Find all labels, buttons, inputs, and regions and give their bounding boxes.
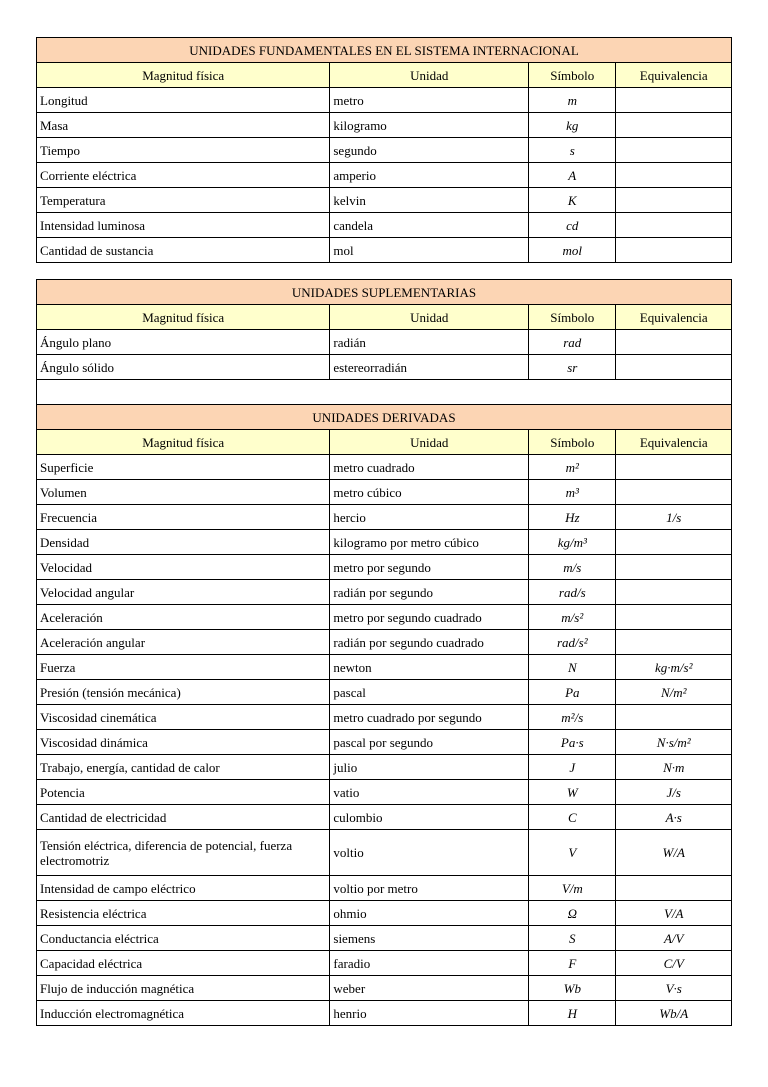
unidad-cell: vatio — [330, 780, 529, 805]
magnitud-cell: Velocidad angular — [37, 580, 330, 605]
simbolo-cell: V — [529, 830, 616, 876]
simbolo-cell: kg/m³ — [529, 530, 616, 555]
unidad-cell: metro — [330, 88, 529, 113]
table-row — [37, 926, 732, 951]
magnitud-cell: Masa — [37, 113, 330, 138]
table-row — [37, 113, 732, 138]
header-equivalencia: Equivalencia — [616, 63, 732, 88]
unidad-cell: voltio — [330, 830, 529, 876]
simbolo-cell: m — [529, 88, 616, 113]
unidad-cell: segundo — [330, 138, 529, 163]
unidad-cell: newton — [330, 655, 529, 680]
table-row — [37, 480, 732, 505]
table-row — [37, 238, 732, 263]
equivalencia-cell: kg·m/s² — [616, 655, 732, 680]
unidad-cell: radián — [330, 330, 529, 355]
magnitud-cell: Tiempo — [37, 138, 330, 163]
equivalencia-cell — [616, 355, 732, 380]
equivalencia-cell: V/A — [616, 901, 732, 926]
unidad-cell: faradio — [330, 951, 529, 976]
header-simbolo: Símbolo — [529, 63, 616, 88]
equivalencia-cell: Wb/A — [616, 1001, 732, 1026]
equivalencia-cell — [616, 480, 732, 505]
magnitud-cell: Volumen — [37, 480, 330, 505]
table-row — [37, 780, 732, 805]
unidad-cell: hercio — [330, 505, 529, 530]
unidad-cell: weber — [330, 976, 529, 1001]
table-row — [37, 805, 732, 830]
table-row — [37, 876, 732, 901]
unidad-cell: amperio — [330, 163, 529, 188]
table-row — [37, 705, 732, 730]
magnitud-cell: Tensión eléctrica, diferencia de potencial, fuerza electromotriz — [37, 830, 330, 876]
unidad-cell: voltio por metro — [330, 876, 529, 901]
table-row — [37, 951, 732, 976]
unidad-cell: kelvin — [330, 188, 529, 213]
magnitud-cell: Presión (tensión mecánica) — [37, 680, 330, 705]
magnitud-cell: Viscosidad dinámica — [37, 730, 330, 755]
magnitud-cell: Intensidad luminosa — [37, 213, 330, 238]
simbolo-cell: Pa·s — [529, 730, 616, 755]
header-equivalencia: Equivalencia — [616, 430, 732, 455]
simbolo-cell: J — [529, 755, 616, 780]
header-magnitud: Magnitud física — [37, 430, 330, 455]
equivalencia-cell: A/V — [616, 926, 732, 951]
magnitud-cell: Ángulo sólido — [37, 355, 330, 380]
equivalencia-cell — [616, 530, 732, 555]
equivalencia-cell: N·s/m² — [616, 730, 732, 755]
header-unidad: Unidad — [330, 63, 529, 88]
simbolo-cell: Pa — [529, 680, 616, 705]
header-magnitud: Magnitud física — [37, 63, 330, 88]
equivalencia-cell: N/m² — [616, 680, 732, 705]
table-row — [37, 355, 732, 380]
simbolo-cell: rad/s — [529, 580, 616, 605]
simbolo-cell: A — [529, 163, 616, 188]
spacer-row — [37, 380, 732, 405]
header-unidad: Unidad — [330, 305, 529, 330]
simbolo-cell: m²/s — [529, 705, 616, 730]
table-row — [37, 555, 732, 580]
table-row — [37, 605, 732, 630]
equivalencia-cell — [616, 138, 732, 163]
table-row — [37, 1001, 732, 1026]
table-row — [37, 976, 732, 1001]
table-row — [37, 88, 732, 113]
unidad-cell: candela — [330, 213, 529, 238]
equivalencia-cell — [616, 88, 732, 113]
equivalencia-cell: V·s — [616, 976, 732, 1001]
simbolo-cell: cd — [529, 213, 616, 238]
equivalencia-cell: W/A — [616, 830, 732, 876]
magnitud-cell: Cantidad de sustancia — [37, 238, 330, 263]
magnitud-cell: Longitud — [37, 88, 330, 113]
simbolo-cell: sr — [529, 355, 616, 380]
magnitud-cell: Fuerza — [37, 655, 330, 680]
table-row — [37, 755, 732, 780]
table-row — [37, 580, 732, 605]
equivalencia-cell — [616, 238, 732, 263]
header-unidad: Unidad — [330, 430, 529, 455]
table-row — [37, 505, 732, 530]
equivalencia-cell — [616, 188, 732, 213]
table-row — [37, 655, 732, 680]
unidad-cell: pascal por segundo — [330, 730, 529, 755]
magnitud-cell: Ángulo plano — [37, 330, 330, 355]
header-equivalencia: Equivalencia — [616, 305, 732, 330]
table-row — [37, 630, 732, 655]
equivalencia-cell: N·m — [616, 755, 732, 780]
equivalencia-cell — [616, 605, 732, 630]
equivalencia-cell: A·s — [616, 805, 732, 830]
simbolo-cell: rad/s² — [529, 630, 616, 655]
unidad-cell: pascal — [330, 680, 529, 705]
magnitud-cell: Temperatura — [37, 188, 330, 213]
magnitud-cell: Aceleración — [37, 605, 330, 630]
unidad-cell: radián por segundo cuadrado — [330, 630, 529, 655]
simbolo-cell: W — [529, 780, 616, 805]
simbolo-cell: H — [529, 1001, 616, 1026]
unidad-cell: metro por segundo cuadrado — [330, 605, 529, 630]
fundamentales-table — [36, 37, 732, 263]
table-title: UNIDADES FUNDAMENTALES EN EL SISTEMA INTERNACIONAL — [37, 38, 732, 63]
unidad-cell: henrio — [330, 1001, 529, 1026]
unidad-cell: siemens — [330, 926, 529, 951]
unidad-cell: kilogramo — [330, 113, 529, 138]
simbolo-cell: Ω — [529, 901, 616, 926]
unidad-cell: culombio — [330, 805, 529, 830]
magnitud-cell: Intensidad de campo eléctrico — [37, 876, 330, 901]
table-row — [37, 163, 732, 188]
equivalencia-cell: C/V — [616, 951, 732, 976]
table-row — [37, 330, 732, 355]
magnitud-cell: Capacidad eléctrica — [37, 951, 330, 976]
magnitud-cell: Conductancia eléctrica — [37, 926, 330, 951]
magnitud-cell: Resistencia eléctrica — [37, 901, 330, 926]
header-simbolo: Símbolo — [529, 305, 616, 330]
unidad-cell: kilogramo por metro cúbico — [330, 530, 529, 555]
table-row — [37, 138, 732, 163]
magnitud-cell: Inducción electromagnética — [37, 1001, 330, 1026]
equivalencia-cell: 1/s — [616, 505, 732, 530]
magnitud-cell: Potencia — [37, 780, 330, 805]
header-simbolo: Símbolo — [529, 430, 616, 455]
simbolo-cell: m² — [529, 455, 616, 480]
equivalencia-cell: J/s — [616, 780, 732, 805]
magnitud-cell: Cantidad de electricidad — [37, 805, 330, 830]
simbolo-cell: mol — [529, 238, 616, 263]
table-row — [37, 188, 732, 213]
table-row — [37, 530, 732, 555]
magnitud-cell: Viscosidad cinemática — [37, 705, 330, 730]
simbolo-cell: Wb — [529, 976, 616, 1001]
equivalencia-cell — [616, 163, 732, 188]
unidad-cell: ohmio — [330, 901, 529, 926]
equivalencia-cell — [616, 113, 732, 138]
simbolo-cell: rad — [529, 330, 616, 355]
simbolo-cell: N — [529, 655, 616, 680]
magnitud-cell: Densidad — [37, 530, 330, 555]
table-title: UNIDADES SUPLEMENTARIAS — [37, 280, 732, 305]
unidad-cell: radián por segundo — [330, 580, 529, 605]
table-title: UNIDADES DERIVADAS — [37, 405, 732, 430]
equivalencia-cell — [616, 330, 732, 355]
simbolo-cell: S — [529, 926, 616, 951]
header-magnitud: Magnitud física — [37, 305, 330, 330]
table-row — [37, 830, 732, 876]
unidad-cell: julio — [330, 755, 529, 780]
table-row — [37, 730, 732, 755]
simbolo-cell: C — [529, 805, 616, 830]
simbolo-cell: K — [529, 188, 616, 213]
simbolo-cell: Hz — [529, 505, 616, 530]
equivalencia-cell — [616, 213, 732, 238]
equivalencia-cell — [616, 555, 732, 580]
unidad-cell: metro cúbico — [330, 480, 529, 505]
magnitud-cell: Trabajo, energía, cantidad de calor — [37, 755, 330, 780]
equivalencia-cell — [616, 630, 732, 655]
magnitud-cell: Superficie — [37, 455, 330, 480]
unidad-cell: estereorradián — [330, 355, 529, 380]
magnitud-cell: Flujo de inducción magnética — [37, 976, 330, 1001]
suplementarias-table — [36, 279, 732, 405]
simbolo-cell: s — [529, 138, 616, 163]
unidad-cell: metro cuadrado — [330, 455, 529, 480]
magnitud-cell: Corriente eléctrica — [37, 163, 330, 188]
magnitud-cell: Velocidad — [37, 555, 330, 580]
equivalencia-cell — [616, 705, 732, 730]
table-row — [37, 455, 732, 480]
table-row — [37, 213, 732, 238]
table-row — [37, 680, 732, 705]
simbolo-cell: V/m — [529, 876, 616, 901]
table-row — [37, 901, 732, 926]
simbolo-cell: m³ — [529, 480, 616, 505]
magnitud-cell: Frecuencia — [37, 505, 330, 530]
unidad-cell: mol — [330, 238, 529, 263]
derivadas-table — [36, 404, 732, 1026]
simbolo-cell: kg — [529, 113, 616, 138]
equivalencia-cell — [616, 876, 732, 901]
unidad-cell: metro por segundo — [330, 555, 529, 580]
simbolo-cell: m/s² — [529, 605, 616, 630]
equivalencia-cell — [616, 455, 732, 480]
simbolo-cell: F — [529, 951, 616, 976]
magnitud-cell: Aceleración angular — [37, 630, 330, 655]
simbolo-cell: m/s — [529, 555, 616, 580]
unidad-cell: metro cuadrado por segundo — [330, 705, 529, 730]
equivalencia-cell — [616, 580, 732, 605]
